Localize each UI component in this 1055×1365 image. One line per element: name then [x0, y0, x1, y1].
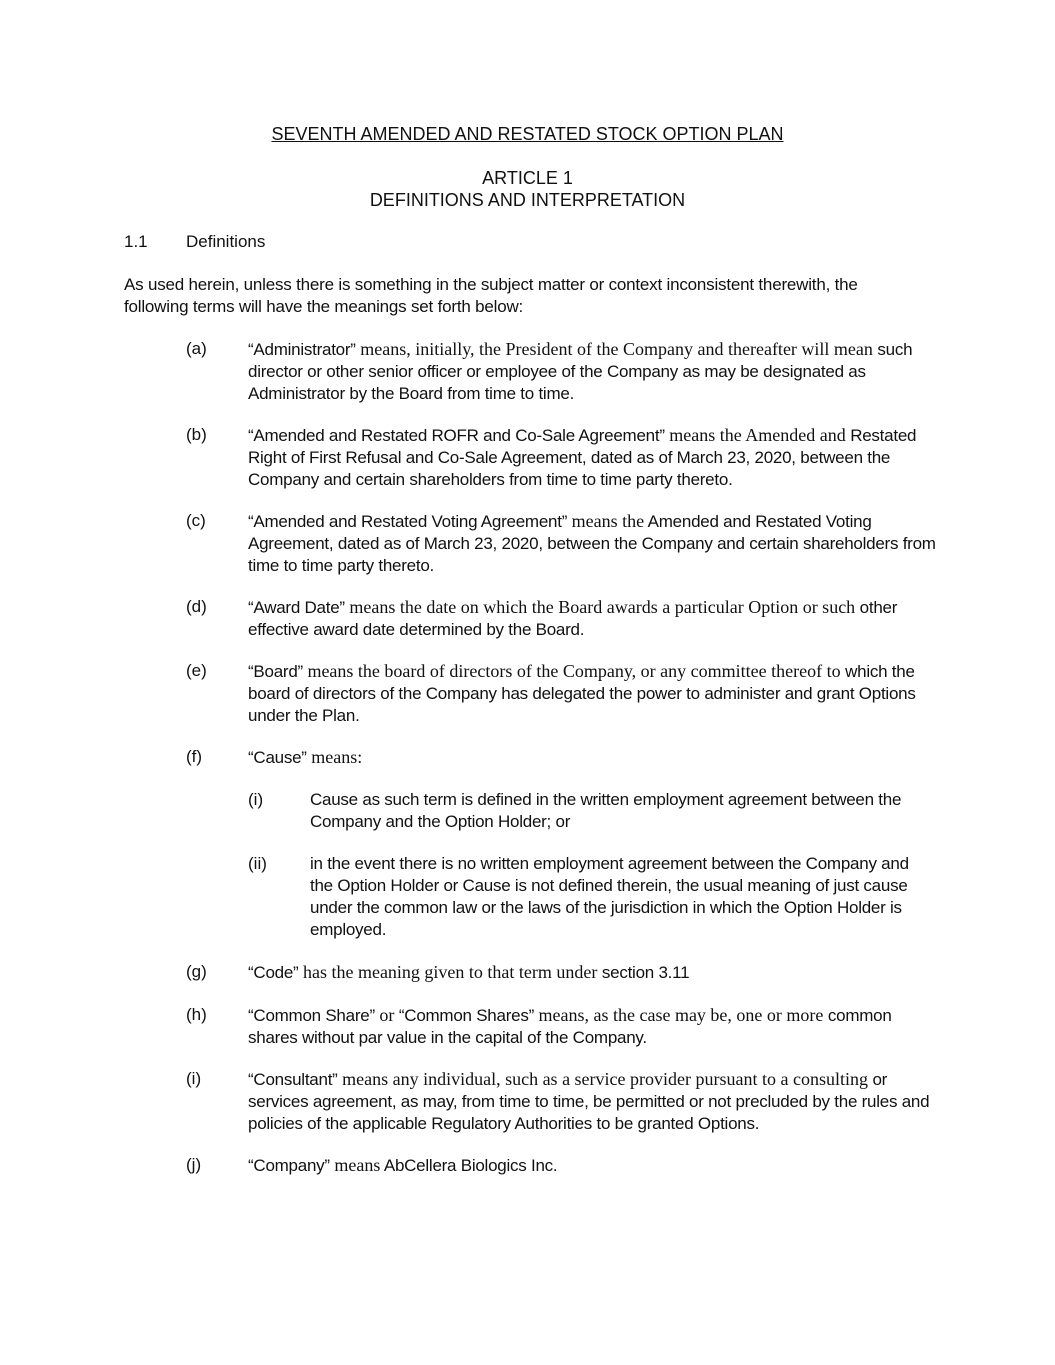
definition-label: (h)	[186, 1005, 207, 1024]
subitem-text: in the event there is no written employment agreement between the Company and the Option Holder or Cause is not defined therein, the usual meaning of just cause under the common law or the laws of the jurisdiction in which the Option Holder is employed.	[310, 854, 909, 939]
article-number: ARTICLE 1	[482, 168, 573, 188]
definition-body	[248, 338, 938, 405]
definition-term-2: “Common Shares”	[398, 1006, 534, 1025]
definition-body	[248, 1068, 938, 1135]
definition-text: or services agreement, as may, from time to time, be permitted or not precluded by the rules and policies of the applicable Regulatory Authorities to be granted Options.	[248, 1070, 930, 1133]
definition-label: (f)	[186, 747, 203, 766]
definition-text: section 3.11	[597, 963, 690, 982]
definition-label: (a)	[186, 339, 207, 358]
definition-label: (g)	[186, 962, 207, 981]
definition-label: (c)	[186, 511, 206, 530]
section-heading	[124, 232, 265, 252]
subitem-text: Cause as such term is defined in the written employment agreement between the Company and the Option Holder; or	[310, 790, 902, 831]
definition-text: common shares without par value in the capital of the Company.	[248, 1006, 892, 1047]
definition-serif-text: means, initially, the President of the Company and thereafter will mean	[355, 339, 873, 359]
definition-term: “Amended and Restated ROFR and Co-Sale Agreement”	[248, 426, 665, 445]
article-heading	[0, 167, 1055, 211]
article-title: DEFINITIONS AND INTERPRETATION	[369, 190, 686, 210]
definition-label: (d)	[186, 597, 207, 616]
section-number: 1.1	[124, 232, 148, 251]
definition-serif-text: has the meaning given to that term under	[298, 962, 598, 982]
definition-text: such director or other senior officer or employee of the Company as may be designated as Administrator by the Board from time to time.	[248, 340, 913, 403]
definition-term: “Administrator”	[248, 340, 356, 359]
definition-term: “Code”	[248, 963, 299, 982]
definition-serif-text: means the board of directors of the Company, or any committee thereof to	[302, 661, 841, 681]
document-title: SEVENTH AMENDED AND RESTATED STOCK OPTION PLAN	[271, 124, 784, 144]
definition-term: “Board”	[248, 662, 303, 681]
definition-body	[248, 510, 938, 577]
definition-serif-text: or	[374, 1005, 399, 1025]
definition-serif-text: means	[329, 1155, 381, 1175]
definition-body	[248, 660, 938, 727]
definition-term: “Award Date”	[248, 598, 345, 617]
subitem-label: (i)	[248, 790, 264, 809]
definition-term: “Consultant”	[248, 1070, 338, 1089]
definition-serif-text: means any individual, such as a service provider pursuant to a consulting	[337, 1069, 868, 1089]
definition-term: “Cause”	[248, 748, 307, 767]
definition-term: “Company”	[248, 1156, 330, 1175]
definition-label: (j)	[186, 1155, 202, 1174]
definition-text: Amended and Restated Voting Agreement, dated as of March 23, 2020, between the Company and certain shareholders from time to time party thereto.	[248, 512, 936, 575]
definition-serif-text: means the Amended and	[664, 425, 846, 445]
definition-body	[248, 746, 938, 769]
definition-body	[248, 1004, 938, 1049]
definition-body	[248, 596, 938, 641]
subitem-label: (ii)	[248, 854, 267, 873]
definition-text: which the board of directors of the Company has delegated the power to administer and grant Options under the Plan.	[248, 662, 916, 725]
intro-paragraph: As used herein, unless there is something in the subject matter or context inconsistent therewith, the following terms will have the meanings set forth below:	[124, 275, 858, 316]
definition-text: Restated Right of First Refusal and Co-Sale Agreement, dated as of March 23, 2020, between the Company and certain shareholders from time to time party thereto.	[248, 426, 917, 489]
section-title: Definitions	[186, 232, 266, 251]
definition-term: “Amended and Restated Voting Agreement”	[248, 512, 568, 531]
definition-label: (i)	[186, 1069, 202, 1088]
definition-serif-text: means:	[306, 747, 363, 767]
definition-label: (e)	[186, 661, 207, 680]
definition-body	[248, 424, 938, 491]
definition-serif-text: means the	[567, 511, 645, 531]
definition-body	[248, 961, 938, 984]
definition-serif-text-2: means, as the case may be, one or more	[534, 1005, 824, 1025]
definition-serif-text: means the date on which the Board awards a particular Option or such	[344, 597, 856, 617]
definition-text: other effective award date determined by the Board.	[248, 598, 898, 639]
definition-label: (b)	[186, 425, 207, 444]
definition-text: AbCellera Biologics Inc.	[380, 1156, 558, 1175]
definition-body	[248, 1154, 938, 1177]
definition-term: “Common Share”	[248, 1006, 375, 1025]
